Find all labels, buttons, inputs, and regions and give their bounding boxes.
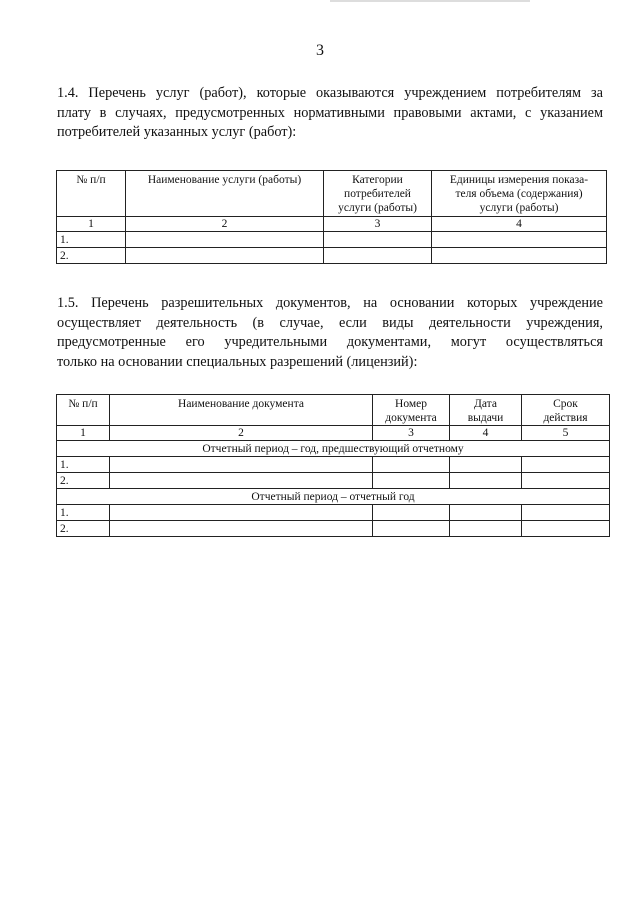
header-service-name: Наименование услуги (работы): [126, 171, 324, 217]
empty-cell: [373, 505, 450, 521]
column-number: 3: [324, 217, 432, 232]
row-number: 2.: [57, 473, 110, 489]
column-number: 4: [432, 217, 607, 232]
row-number: 2.: [57, 521, 110, 537]
text-line: 1.4. Перечень услуг (работ), которые оказываются учреждением потребителям за: [57, 85, 603, 101]
empty-cell: [110, 505, 373, 521]
empty-cell: [373, 457, 450, 473]
empty-cell: [324, 248, 432, 264]
header-number: № п/п: [57, 395, 110, 426]
text-line: осуществляет деятельность (в случае, если виды деятельности учреждения,: [57, 314, 603, 331]
header-number: № п/п: [57, 171, 126, 217]
empty-cell: [373, 473, 450, 489]
empty-cell: [126, 248, 324, 264]
empty-cell: [522, 473, 610, 489]
empty-cell: [126, 232, 324, 248]
table-row: [57, 457, 610, 473]
row-number: 1.: [57, 232, 126, 248]
empty-cell: [373, 521, 450, 537]
text-line: только на основании специальных разрешений (лицензий):: [57, 353, 418, 370]
page-number: 3: [316, 42, 324, 59]
column-number: 3: [373, 426, 450, 441]
text-line: 1.5. Перечень разрешительных документов, на основании которых учреждение: [57, 295, 603, 311]
period-previous-year: Отчетный период – год, предшествующий отчетному: [57, 441, 610, 457]
header-issue-date: Дата выдачи: [450, 395, 522, 426]
header-document-number: Номер документа: [373, 395, 450, 426]
empty-cell: [432, 232, 607, 248]
table-row: [57, 232, 607, 248]
text-line: потребителей указанных услуг (работ):: [57, 124, 297, 140]
empty-cell: [450, 505, 522, 521]
table-row: [57, 473, 610, 489]
empty-cell: [450, 457, 522, 473]
text-line: плату в случаях, предусмотренных нормативными правовыми актами, с указанием: [57, 104, 603, 121]
empty-cell: [522, 457, 610, 473]
column-number: 1: [57, 217, 126, 232]
header-consumer-categories: Категории потребителей услуги (работы): [324, 171, 432, 217]
empty-cell: [110, 521, 373, 537]
empty-cell: [450, 521, 522, 537]
header-units: Единицы измерения показа- теля объема (содержания) услуги (работы): [432, 171, 607, 217]
header-document-name: Наименование документа: [110, 395, 373, 426]
header-validity-period: Срок действия: [522, 395, 610, 426]
scan-artifact: [330, 0, 530, 2]
column-number: 4: [450, 426, 522, 441]
section-1-5-text: [57, 294, 603, 372]
text-line: предусмотренные его учредительными документами, могут осуществляться: [57, 334, 603, 350]
column-number: 2: [110, 426, 373, 441]
row-number: 1.: [57, 505, 110, 521]
empty-cell: [450, 473, 522, 489]
empty-cell: [324, 232, 432, 248]
empty-cell: [522, 505, 610, 521]
table-row: [57, 248, 607, 264]
table-row: [57, 505, 610, 521]
empty-cell: [432, 248, 607, 264]
row-number: 1.: [57, 457, 110, 473]
permits-table: [56, 394, 610, 537]
empty-cell: [110, 457, 373, 473]
section-1-4-text: [57, 84, 603, 143]
empty-cell: [110, 473, 373, 489]
services-table: [56, 170, 607, 264]
column-number: 2: [126, 217, 324, 232]
period-current-year: Отчетный период – отчетный год: [57, 489, 610, 505]
row-number: 2.: [57, 248, 126, 264]
empty-cell: [522, 521, 610, 537]
column-number: 5: [522, 426, 610, 441]
column-number: 1: [57, 426, 110, 441]
table-row: [57, 521, 610, 537]
